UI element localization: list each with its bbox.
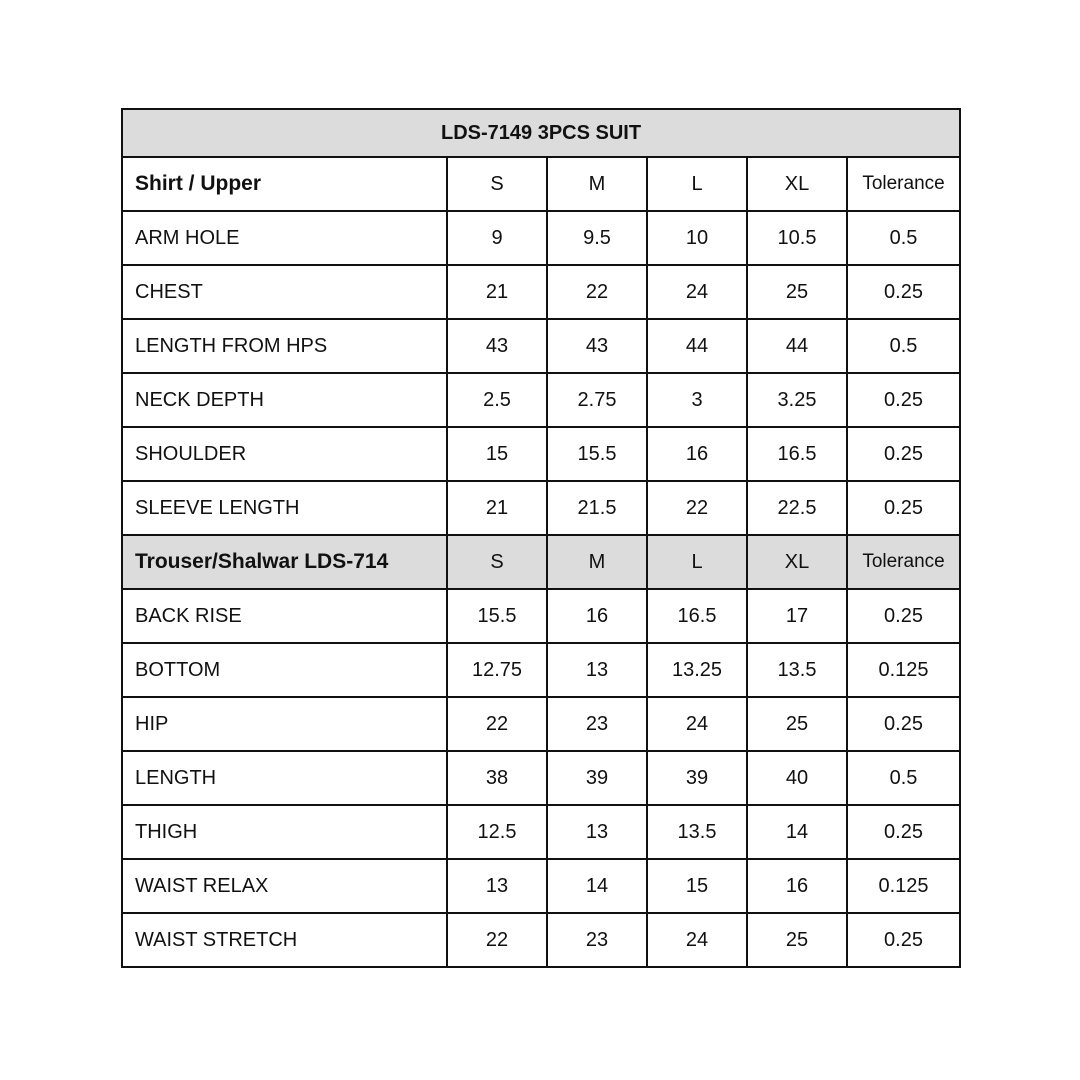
column-header: S (447, 157, 547, 211)
measurement-value: 15 (447, 427, 547, 481)
measurement-value: 0.25 (847, 427, 960, 481)
table-title: LDS-7149 3PCS SUIT (122, 109, 960, 157)
table-row (122, 265, 960, 319)
measurement-label: BOTTOM (122, 643, 447, 697)
measurement-value: 13.5 (747, 643, 847, 697)
measurement-value: 0.25 (847, 913, 960, 967)
measurement-value: 0.125 (847, 643, 960, 697)
measurement-label: SLEEVE LENGTH (122, 481, 447, 535)
measurement-value: 3.25 (747, 373, 847, 427)
measurement-label: THIGH (122, 805, 447, 859)
table-row (122, 697, 960, 751)
table-row (122, 589, 960, 643)
measurement-value: 0.25 (847, 373, 960, 427)
column-header: M (547, 535, 647, 589)
measurement-value: 24 (647, 697, 747, 751)
measurement-value: 22 (447, 913, 547, 967)
measurement-value: 21.5 (547, 481, 647, 535)
measurement-label: HIP (122, 697, 447, 751)
measurement-value: 0.25 (847, 697, 960, 751)
measurement-value: 24 (647, 913, 747, 967)
column-header: Tolerance (847, 535, 960, 589)
shirt-section-header (122, 157, 960, 211)
measurement-value: 16 (647, 427, 747, 481)
measurement-value: 22 (547, 265, 647, 319)
measurement-value: 0.25 (847, 805, 960, 859)
measurement-value: 0.5 (847, 211, 960, 265)
measurement-value: 12.5 (447, 805, 547, 859)
table-row (122, 427, 960, 481)
measurement-value: 25 (747, 265, 847, 319)
measurement-label: BACK RISE (122, 589, 447, 643)
table-row (122, 859, 960, 913)
measurement-value: 25 (747, 913, 847, 967)
measurement-label: SHOULDER (122, 427, 447, 481)
size-chart-table (121, 108, 961, 968)
measurement-value: 3 (647, 373, 747, 427)
measurement-value: 39 (647, 751, 747, 805)
trouser-section-title: Trouser/Shalwar LDS-714 (122, 535, 447, 589)
measurement-value: 23 (547, 913, 647, 967)
table-row (122, 751, 960, 805)
measurement-value: 0.25 (847, 265, 960, 319)
size-chart-body (122, 109, 960, 967)
column-header: L (647, 535, 747, 589)
measurement-value: 9.5 (547, 211, 647, 265)
measurement-value: 10 (647, 211, 747, 265)
measurement-value: 40 (747, 751, 847, 805)
measurement-value: 13 (447, 859, 547, 913)
measurement-value: 0.5 (847, 751, 960, 805)
table-row (122, 913, 960, 967)
measurement-value: 24 (647, 265, 747, 319)
measurement-value: 14 (747, 805, 847, 859)
measurement-label: LENGTH (122, 751, 447, 805)
measurement-value: 38 (447, 751, 547, 805)
trouser-section-header (122, 535, 960, 589)
measurement-value: 43 (547, 319, 647, 373)
measurement-label: LENGTH FROM HPS (122, 319, 447, 373)
measurement-label: NECK DEPTH (122, 373, 447, 427)
table-row (122, 211, 960, 265)
measurement-value: 39 (547, 751, 647, 805)
measurement-value: 0.5 (847, 319, 960, 373)
measurement-value: 44 (647, 319, 747, 373)
shirt-section-title: Shirt / Upper (122, 157, 447, 211)
measurement-label: WAIST STRETCH (122, 913, 447, 967)
measurement-value: 14 (547, 859, 647, 913)
measurement-value: 16.5 (647, 589, 747, 643)
column-header: XL (747, 157, 847, 211)
measurement-value: 2.5 (447, 373, 547, 427)
table-row (122, 805, 960, 859)
measurement-label: ARM HOLE (122, 211, 447, 265)
column-header: XL (747, 535, 847, 589)
measurement-value: 25 (747, 697, 847, 751)
measurement-value: 13.25 (647, 643, 747, 697)
measurement-value: 0.25 (847, 589, 960, 643)
column-header: S (447, 535, 547, 589)
measurement-value: 15.5 (547, 427, 647, 481)
measurement-value: 13 (547, 805, 647, 859)
measurement-value: 22 (647, 481, 747, 535)
measurement-label: WAIST RELAX (122, 859, 447, 913)
measurement-value: 12.75 (447, 643, 547, 697)
table-row (122, 643, 960, 697)
measurement-value: 17 (747, 589, 847, 643)
measurement-label: CHEST (122, 265, 447, 319)
measurement-value: 21 (447, 481, 547, 535)
measurement-value: 2.75 (547, 373, 647, 427)
measurement-value: 0.125 (847, 859, 960, 913)
measurement-value: 15 (647, 859, 747, 913)
measurement-value: 13 (547, 643, 647, 697)
measurement-value: 9 (447, 211, 547, 265)
measurement-value: 16.5 (747, 427, 847, 481)
measurement-value: 21 (447, 265, 547, 319)
measurement-value: 16 (747, 859, 847, 913)
measurement-value: 16 (547, 589, 647, 643)
measurement-value: 44 (747, 319, 847, 373)
table-row (122, 319, 960, 373)
measurement-value: 0.25 (847, 481, 960, 535)
measurement-value: 22 (447, 697, 547, 751)
column-header: L (647, 157, 747, 211)
measurement-value: 23 (547, 697, 647, 751)
measurement-value: 10.5 (747, 211, 847, 265)
table-row (122, 373, 960, 427)
table-row (122, 481, 960, 535)
column-header: Tolerance (847, 157, 960, 211)
column-header: M (547, 157, 647, 211)
title-row (122, 109, 960, 157)
measurement-value: 15.5 (447, 589, 547, 643)
measurement-value: 22.5 (747, 481, 847, 535)
measurement-value: 13.5 (647, 805, 747, 859)
measurement-value: 43 (447, 319, 547, 373)
